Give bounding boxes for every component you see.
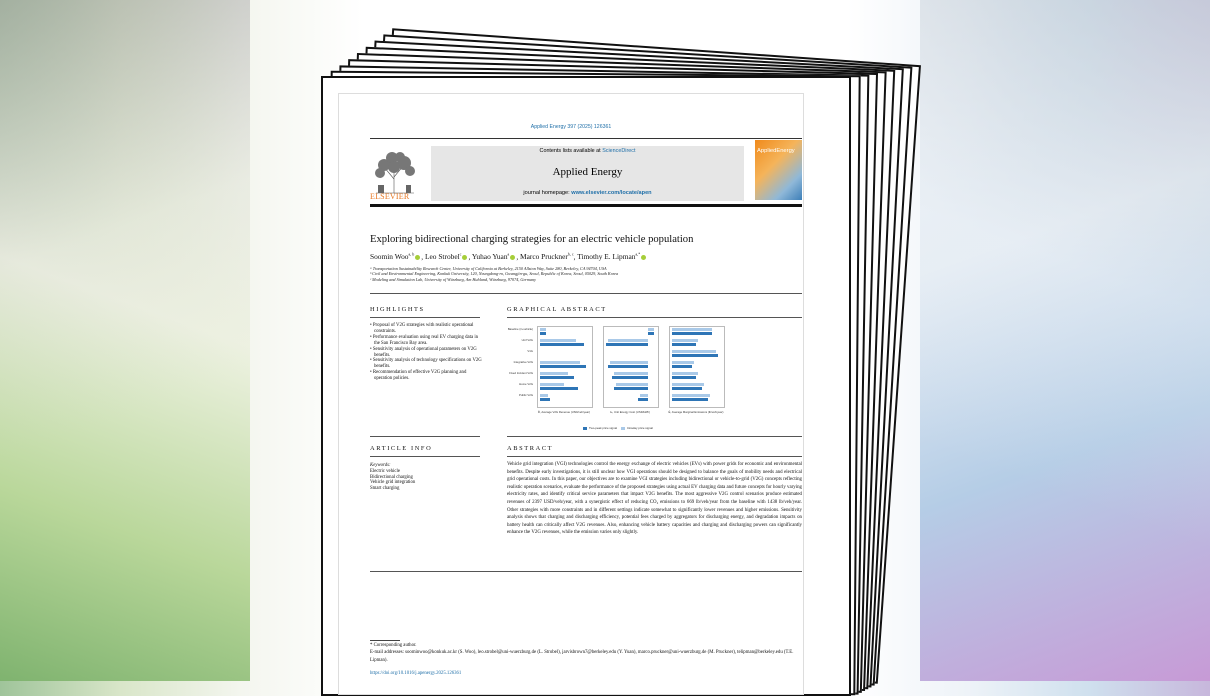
author[interactable]: Marco Pruckner$^{b, c}$ [520, 252, 574, 262]
section-divider [370, 571, 802, 572]
legend-label: Intraday price signal [626, 426, 653, 430]
contents-prefix: Contents lists available at [539, 148, 601, 154]
author[interactable]: Soomin Woo$^{a, b}$ [370, 252, 415, 262]
abstract-text: Vehicle grid integration (VGI) technologies control the energy exchange of electric vehicles (EVs) with power grids for economic and environmental benefits. Despite early investigations, it is still unclear how VGI operations should be designed to balance the goals of mobility needs and electrical grid operational costs. In this paper, our objectives are to examine VGI strategies including bidirectional or vehicle-to-grid (V2G) concepts reflecting realistic operation scenarios, evaluate the performance of the proposed strategies using actual EV charging data and future concepts for hourly varying electricity rates, and identify critical service parameters that impact V2G benefits. The most aggressive V2G control scenarios produce estimated revenues of 2397 USD/veh/year, with a synergistic effect of reducing CO₂ emissions to 669 lb/veh/year from the baseline with 1438 lb/veh/year. Other strategies with more constraints and in different settings indicate somewhat to significantly lower revenues and higher emissions. Sensitivity analysis shows that charging and discharging efficiency, potential fees charged by aggregators for discharging energy, and degradation impacts on battery health can critically affect V2G revenues. Also, enhancing vehicle battery capacities and charging and discharging powers can significantly enhance the V2G revenues, while the emission varies only slightly. [507, 462, 802, 536]
contents-line [431, 148, 744, 154]
ga-bar [672, 365, 692, 368]
ga-bar [540, 343, 584, 346]
ga-bar [672, 332, 712, 335]
ga-bar [672, 328, 712, 331]
highlight-item: • Recommendation of effective V2G planning and operation policies. [370, 370, 467, 382]
header-thick-rule [370, 204, 802, 207]
affiliations [370, 266, 800, 282]
background-right-gradient [920, 0, 1210, 681]
journal-title: Applied Energy [552, 166, 623, 178]
ga-bar [672, 339, 698, 342]
affiliation: ᵇ Civil and Environmental Engineering, Konkuk University, 120, Neungdong-ro, Gwangjin-gu, Seoul, Republic of Korea, Seoul, 05029, South Korea [370, 271, 619, 277]
journal-cover-image [755, 140, 802, 200]
ga-bar [612, 376, 648, 379]
graphical-abstract-rule [507, 317, 802, 318]
footnote-rule [370, 640, 400, 641]
ga-bar [540, 387, 578, 390]
orcid-icon[interactable] [462, 255, 467, 260]
ga-bar [672, 354, 718, 357]
highlight-item: • Performance evaluation using real EV charging data in the San Francisco Bay area. [370, 334, 479, 346]
publisher-name: ELSEVIER [370, 192, 410, 201]
ga-bar [614, 372, 648, 375]
abstract-heading: ABSTRACT [507, 445, 554, 452]
journal-header-box [431, 146, 744, 201]
ga-bar [672, 398, 708, 401]
section-divider [370, 293, 802, 294]
ga-bar [606, 343, 648, 346]
abstract-rule [507, 456, 802, 457]
ga-row-label: Unif V2G [521, 338, 533, 342]
highlight-item: • Sensitivity analysis of operational parameters on V2G benefits. [370, 346, 477, 358]
author[interactable]: Timothy E. Lipman$^{a,*}$ [577, 252, 641, 262]
article-info-rule [370, 456, 480, 457]
ga-bar [540, 394, 548, 397]
legend-swatch [621, 427, 625, 430]
ga-bar [540, 339, 576, 342]
section-divider [370, 436, 480, 437]
header-rule [370, 138, 802, 139]
ga-row-label: V1G [527, 349, 533, 353]
orcid-icon[interactable] [641, 255, 646, 260]
highlights-list [370, 323, 482, 382]
ga-bar [672, 350, 716, 353]
ga-bar [672, 394, 710, 397]
journal-reference[interactable]: Applied Energy 397 (2025) 126361 [530, 124, 612, 130]
keywords-label: Keywords: [370, 463, 391, 468]
ga-bar [616, 383, 648, 386]
keyword: Electric vehicle [370, 468, 400, 474]
footnotes [370, 642, 800, 664]
ga-bar [672, 372, 698, 375]
affiliation: ᵃ Transportation Sustainability Research Center, University of California at Berkeley, 2150 Allston Way, Suite 280, Berkeley, CA 94704, USA [370, 266, 607, 271]
background-left-gradient [0, 0, 250, 681]
ga-panel-emissions [669, 326, 725, 408]
ga-bar [540, 332, 546, 335]
ga-caption: R̄, Average V2G Revenue (USD/veh/year) [537, 410, 591, 414]
ga-bar [540, 372, 568, 375]
highlights-rule [370, 317, 480, 318]
highlight-item: • Proposal of V2G strategies with realistic operational constraints. [370, 323, 474, 334]
highlights-heading: HIGHLIGHTS [370, 306, 425, 313]
journal-homepage [431, 190, 744, 196]
article-info-heading: ARTICLE INFO [370, 445, 433, 452]
ga-row-label: Home V2G [519, 382, 533, 386]
ga-bar [540, 328, 546, 331]
footnote-corresponding: * Corresponding author. [370, 643, 417, 648]
ga-bar [672, 343, 696, 346]
ga-bar [648, 332, 654, 335]
ga-bar [540, 361, 580, 364]
paper-first-page [339, 94, 803, 694]
ga-row-label: Public V2G [519, 393, 533, 397]
orcid-icon[interactable] [510, 255, 515, 260]
ga-bar [638, 398, 648, 401]
ga-bar [608, 365, 648, 368]
ga-bar [610, 361, 648, 364]
affiliation: ᶜ Modeling and Simulation Lab, University of Würzburg, Am Hubland, Würzburg, 97074, Germany [370, 276, 536, 282]
keyword: Vehicle grid integration [370, 480, 416, 486]
ga-bar [540, 365, 586, 368]
article-info [370, 463, 482, 492]
keyword: Smart charging [370, 486, 400, 492]
graphical-abstract-heading: GRAPHICAL ABSTRACT [507, 306, 607, 313]
ga-bar [540, 376, 574, 379]
paper-title: Exploring bidirectional charging strategies for an electric vehicle population [370, 234, 694, 245]
ga-caption: Ē, Average Marginal Emissions (lb/veh/year) [668, 410, 724, 414]
ga-bar [672, 387, 702, 390]
footnote-emails[interactable]: E-mail addresses: soominwoo@konkuk.ac.kr (S. Woo), leo.strobel@uni-wuerzburg.de (L. Strobel), jarvisbrown7@berkeley.edu (Y. Yuan), marco.pruckner@uni-wuerzburg.de (M. Pruckner), telipman@berkeley.edu (T.E. Lipman). [370, 650, 794, 663]
legend-label: Two-peak price signal [589, 426, 617, 430]
ga-panel-unit-cost [603, 326, 659, 408]
ga-bar [614, 387, 648, 390]
ga-bar [608, 339, 648, 342]
ga-bar [672, 361, 694, 364]
legend-swatch [583, 427, 587, 430]
keyword: Bidirectional charging [370, 474, 413, 480]
doi-link[interactable]: https://doi.org/10.1016/j.apenergy.2025.126361 [370, 671, 462, 676]
ga-bar [672, 383, 704, 386]
ga-row-label: Integrative V2G [513, 360, 533, 364]
author[interactable]: Yuhao Yuan$^a$ [471, 252, 510, 262]
cover-title: AppliedEnergy [757, 148, 795, 154]
author-list: Soomin Woo$^{a, b}$ , Leo Strobel$^c$ , Yuhao Yuan$^a$ , Marco Pruckner$^{b, c}$, Timothy E. Lipman$^{a,*}$ [370, 252, 800, 261]
ga-bar [640, 394, 648, 397]
ga-bar [540, 398, 550, 401]
orcid-icon[interactable] [415, 255, 420, 260]
ga-bar [672, 376, 696, 379]
sciencedirect-link[interactable]: ScienceDirect [602, 148, 636, 154]
ga-bar [540, 383, 564, 386]
author[interactable]: Leo Strobel$^c$ [424, 252, 462, 262]
section-divider [507, 436, 802, 437]
ga-panel-revenue [537, 326, 593, 408]
ga-caption: c̄ₑ, Unit Energy Cost (USD/kWh) [609, 410, 651, 414]
ga-bar [648, 328, 654, 331]
homepage-link[interactable]: www.elsevier.com/locate/apen [571, 190, 652, 196]
ga-row-label: Fixed Incident V2G [509, 371, 533, 375]
graphical-abstract-figure[interactable] [507, 322, 807, 434]
highlight-item: • Sensitivity analysis of technology specifications on V2G benefits. [370, 358, 482, 370]
ga-legend [583, 426, 653, 430]
ga-row-label: Baseline (in-vehicle) [507, 327, 533, 331]
homepage-prefix: journal homepage: [523, 190, 570, 196]
